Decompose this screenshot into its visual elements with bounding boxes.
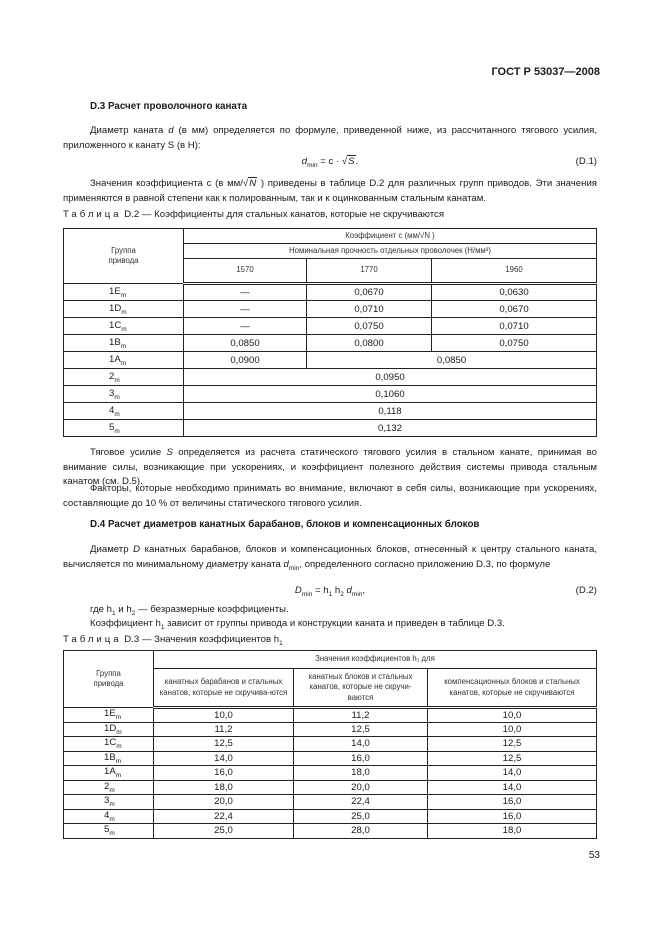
value-cell: 20,0 (154, 795, 294, 810)
group-subscript: m (116, 728, 122, 736)
value-cell: 10,0 (428, 722, 597, 737)
group-cell (64, 403, 184, 420)
text: , определенного согласно приложению D.3, по формуле (299, 558, 551, 570)
value-cell: 11,2 (154, 722, 294, 737)
group-cell (64, 780, 154, 795)
value-cell: 12,5 (294, 722, 428, 737)
text: Таблица (63, 634, 122, 645)
group-header: Группа привода (64, 651, 154, 708)
col-compensation: компенсационных блоков и стальных канатов, которые не скручиваются (428, 669, 597, 708)
text: min (301, 590, 313, 598)
value-cell: 18,0 (154, 780, 294, 795)
section-d3-heading: D.3 Расчет проволочного каната (90, 101, 248, 112)
value-cell: 0,0750 (307, 318, 432, 335)
value-cell: 22,4 (294, 795, 428, 810)
group-label: 2 (104, 780, 110, 792)
group-subscript: m (120, 342, 127, 350)
group-cell (64, 766, 154, 781)
value-cell: 0,0850 (307, 352, 597, 369)
table-row (64, 708, 597, 723)
table-d3-caption (63, 634, 283, 647)
group-cell (64, 737, 154, 752)
group-label: 1E (104, 708, 116, 720)
group-cell (64, 824, 154, 839)
value-cell: — (184, 318, 307, 335)
text: определяется из расчета статического тягового усилия в стальном канате, принимая во внимание силы, возникающие при ускорениях, и коэффициент полезного действия системы привода стальным канатом (см. D.5). (63, 447, 597, 487)
text: min (351, 590, 363, 598)
value-cell: 14,0 (428, 766, 597, 781)
group-label: 1B (109, 336, 121, 348)
text: D.3 — Значения коэффициентов h (121, 634, 280, 645)
group-cell (64, 318, 184, 335)
value-cell: 0,0670 (432, 301, 597, 318)
group-cell (64, 420, 184, 437)
group-label: 1E (109, 285, 121, 297)
value-cell: 16,0 (428, 795, 597, 810)
group-cell (64, 284, 184, 301)
value-cell: — (184, 284, 307, 301)
table-row (64, 722, 597, 737)
value-cell: 0,1060 (184, 386, 597, 403)
group-cell (64, 301, 184, 318)
strength-1570: 1570 (184, 259, 307, 284)
text: D (294, 585, 302, 596)
group-label: 1D (109, 302, 122, 314)
table-row (64, 737, 597, 752)
table-row (64, 318, 597, 335)
group-label: 1A (104, 766, 116, 778)
group-label: 3 (104, 795, 110, 807)
text: Коэффициент h (90, 618, 161, 629)
table-row (64, 386, 597, 403)
text: d (168, 125, 174, 136)
text: = h (312, 585, 329, 596)
text: , (362, 585, 366, 596)
group-subscript: m (120, 359, 127, 367)
text: 1 (279, 639, 283, 647)
group-subscript: m (120, 291, 127, 299)
group-label: 1C (104, 737, 117, 749)
value-cell: 25,0 (294, 809, 428, 824)
group-header: Группа привода (64, 229, 184, 284)
strength-1770: 1770 (307, 259, 432, 284)
table-row (64, 795, 597, 810)
value-cell: 12,5 (154, 737, 294, 752)
text: Значения коэффициента c (в мм/√ (90, 178, 249, 189)
value-cell: 28,0 (294, 824, 428, 839)
group-label: 1D (104, 722, 117, 734)
value-cell: 0,0950 (184, 369, 597, 386)
text: D (133, 544, 141, 555)
value-cell: 10,0 (428, 708, 597, 723)
text: и h (115, 604, 132, 615)
group-subscript: m (109, 830, 115, 838)
group-subscript: m (115, 714, 122, 722)
group-label: 1A (109, 353, 121, 365)
group-subscript: m (116, 743, 122, 751)
table-d2-caption (63, 209, 444, 220)
group-cell (64, 751, 154, 766)
group-label: 4 (109, 404, 115, 416)
paragraph-factors (63, 482, 597, 511)
text: Факторы, которые необходимо принимать во внимание, включают в себя силы, возникающие при ускорениях, составляющие до 10 % от величины статического тягового усилия. (63, 483, 597, 509)
table-row (64, 824, 597, 839)
text: 1 (112, 609, 116, 617)
table-row (64, 284, 597, 301)
col-drums: канатных барабанов и стальных канатов, которые не скручива-ются (154, 669, 294, 708)
text: зависит от группы привода и конструкции каната и приведен в таблице D.3. (164, 618, 505, 629)
table-row (64, 403, 597, 420)
group-cell (64, 809, 154, 824)
group-cell (64, 369, 184, 386)
group-label: 4 (104, 809, 110, 821)
group-subscript: m (109, 801, 115, 809)
table-row (64, 809, 597, 824)
d4-paragraph-1 (63, 543, 597, 576)
text: Диаметр каната (90, 125, 169, 136)
table-row (64, 766, 597, 781)
group-subscript: m (114, 376, 120, 384)
group-label: 3 (109, 387, 115, 399)
text: min (307, 161, 318, 169)
value-cell: 11,2 (294, 708, 428, 723)
table-row (64, 780, 597, 795)
group-cell (64, 795, 154, 810)
text: 1 (160, 623, 165, 631)
text: S (348, 156, 355, 167)
value-cell: 14,0 (154, 751, 294, 766)
group-subscript: m (109, 815, 115, 823)
value-cell: 0,0800 (307, 335, 432, 352)
text: 2 (131, 609, 136, 617)
group-cell (64, 335, 184, 352)
text: где h (90, 604, 113, 615)
value-cell: 12,5 (428, 751, 597, 766)
text: — безразмерные коэффициенты. (135, 604, 289, 615)
text: d (283, 558, 289, 570)
d3-paragraph-2 (63, 177, 597, 206)
group-subscript: m (109, 786, 115, 794)
equation-number: (D.2) (575, 585, 597, 596)
value-cell: 0,0750 (432, 335, 597, 352)
table-row (64, 301, 597, 318)
text: канатных барабанов, блоков и компенсационных блоков, отнесенный к центру стального каната, вычисляется по минимальному диаметру каната (63, 544, 597, 570)
text: N (249, 178, 257, 189)
table-row (64, 335, 597, 352)
value-cell: 25,0 (154, 824, 294, 839)
value-cell: 18,0 (294, 766, 428, 781)
group-label: 1C (109, 319, 122, 331)
value-cell: 20,0 (294, 780, 428, 795)
value-cell: 16,0 (428, 809, 597, 824)
col-blocks: канатных блоков и стальных канатов, которые не скручи-ваются (294, 669, 428, 708)
group-subscript: m (121, 308, 127, 316)
group-cell (64, 708, 154, 723)
value-cell: 0,0670 (307, 284, 432, 301)
value-cell: 18,0 (428, 824, 597, 839)
values-header: Значения коэффициентов h₁ для (154, 651, 597, 669)
equation-number: (D.1) (575, 156, 597, 167)
text: Диаметр (90, 544, 134, 555)
table-row (64, 369, 597, 386)
value-cell: 12,5 (428, 737, 597, 752)
table-row (64, 352, 597, 369)
text: d (301, 156, 308, 167)
text: 1 (328, 590, 333, 598)
text: h (332, 585, 341, 596)
group-cell (64, 352, 184, 369)
text: . (355, 156, 359, 167)
text: d (343, 585, 352, 596)
value-cell: 16,0 (154, 766, 294, 781)
group-subscript: m (114, 410, 120, 418)
group-subscript: m (115, 757, 122, 765)
value-cell: 0,0710 (307, 301, 432, 318)
document-header: ГОСТ Р 53037—2008 (491, 66, 600, 78)
group-subscript: m (121, 325, 127, 333)
text: 2 (340, 590, 344, 598)
text: = c · √ (317, 156, 348, 167)
value-cell: 0,0850 (184, 335, 307, 352)
value-cell: 0,0710 (432, 318, 597, 335)
group-subscript: m (114, 427, 120, 435)
value-cell: 0,118 (184, 403, 597, 420)
text: ) приведены в таблице D.2 для различных групп приводов. Эти значения применяются в равной степени как к полированным, так и к оцинкованным стальным канатам. (63, 178, 597, 204)
coef-header: Коэффициент c (мм/√N ) (184, 229, 597, 244)
table-d3 (63, 650, 597, 839)
value-cell: 14,0 (428, 780, 597, 795)
table-d2 (63, 228, 597, 437)
table-row (64, 751, 597, 766)
group-label: 1B (104, 751, 116, 763)
strength-1960: 1960 (432, 259, 597, 284)
group-subscript: m (114, 393, 120, 401)
group-subscript: m (115, 772, 122, 780)
value-cell: — (184, 301, 307, 318)
d3-paragraph-1 (63, 124, 597, 153)
text: D.2 — Коэффициенты для стальных канатов, которые не скручиваются (121, 209, 445, 220)
group-cell (64, 722, 154, 737)
text: Таблица (63, 209, 122, 220)
value-cell: 0,0900 (184, 352, 307, 369)
group-label: 5 (104, 824, 110, 836)
group-cell (64, 386, 184, 403)
value-cell: 0,0630 (432, 284, 597, 301)
text: Тяговое усилие (90, 447, 167, 458)
value-cell: 10,0 (154, 708, 294, 723)
value-cell: 14,0 (294, 737, 428, 752)
text: S (166, 447, 173, 458)
page-number: 53 (588, 850, 600, 861)
value-cell: 22,4 (154, 809, 294, 824)
d4-paragraph-2 (90, 617, 590, 635)
value-cell: 0,132 (184, 420, 597, 437)
text: min (288, 564, 300, 572)
section-d4-heading: D.4 Расчет диаметров канатных барабанов, блоков и компенсационных блоков (90, 519, 480, 530)
group-label: 5 (109, 421, 115, 433)
group-label: 2 (109, 370, 115, 382)
value-cell: 16,0 (294, 751, 428, 766)
table-row (64, 420, 597, 437)
strength-header: Номинальная прочность отдельных проволочек (Н/мм²) (184, 244, 597, 259)
text: (в мм) определяется по формуле, приведенной ниже, из рассчитанного тягового усилия, приложенного к канату S (в Н): (63, 125, 597, 151)
